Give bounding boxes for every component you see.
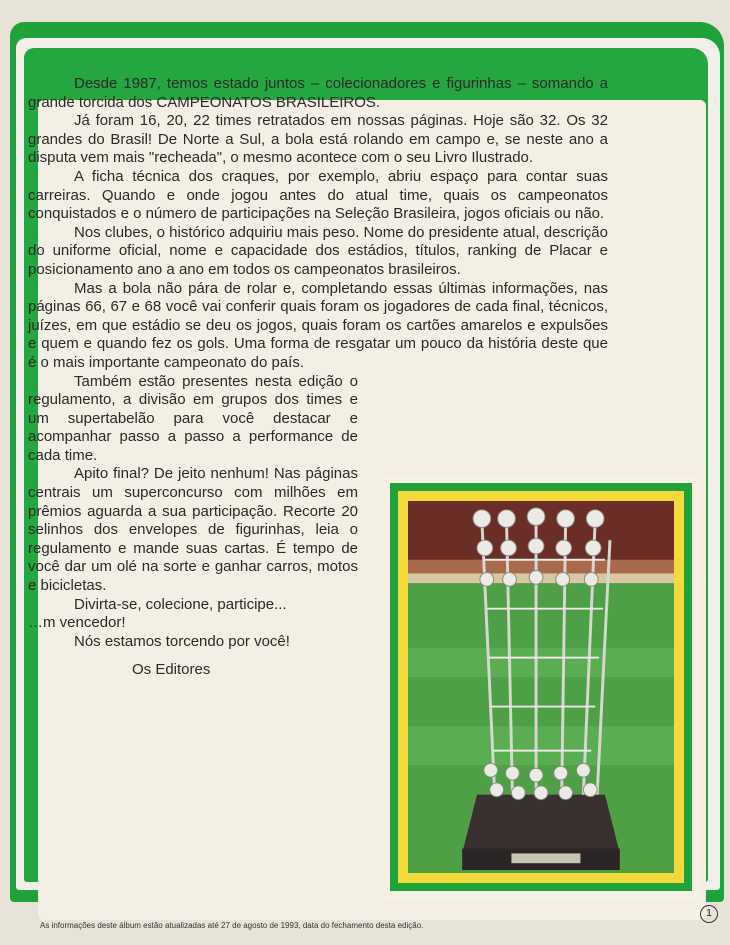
paragraph-9: Nós estamos torcendo por você! (74, 632, 290, 650)
paragraph-8: Divirta-se, colecione, participe... (74, 595, 287, 613)
paragraph-8-continuation: …m vencedor! (28, 614, 126, 632)
trophy-illustration (408, 501, 674, 873)
signature: Os Editores (132, 661, 211, 679)
paragraph-6: Também estão presentes nesta edição o regulamento, a divisão em grupos dos times e um supertabelão para você destacar e acompanhar passo a passo a performance de cada time. (28, 372, 358, 464)
trophy-photo (408, 501, 674, 873)
paragraph-7: Apito final? De jeito nenhum! Nas páginas centrais um superconcurso com milhões em prêmios aguarda a sua participação. Recorte 20 selinhos dos envelopes de figurinhas, leia o regulamento e mande suas cartas. É tempo de você dar um olé na sorte e ganhar carros, motos e bicicletas. (28, 465, 358, 595)
footer-note: As informações deste álbum estão atualizadas até 27 de agosto de 1993, data do fechamento desta edição. (40, 921, 424, 930)
photo-border (390, 483, 692, 891)
paragraph-2: Já foram 16, 20, 22 times retratados em nossas páginas. Hoje são 32. Os 32 grandes do Brasil! De Norte a Sul, a bola está rolando em campo e, se neste ano a disputa vem mais "recheada", o mesmo acontece com o seu Livro Ilustrado. (28, 112, 608, 167)
paragraph-5: Mas a bola não pára de rolar e, completando essas últimas informações, nas páginas 66, 67 e 68 você vai conferir quais foram os jogadores de cada final, técnicos, juízes, em que estádio se deu os jogos, quais foram os cartões amarelos e expulsões e quem e quando fez os gols. Uma forma de resgatar um pouco da história deste que é o mais importante campeonato do país. (28, 279, 608, 371)
paragraph-4: Nos clubes, o histórico adquiriu mais peso. Nome do presidente atual, descrição do uniforme oficial, nome e capacidade dos estádios, títulos, ranking de Placar e posicionamento ano a ano em todos os campeonatos brasileiros. (28, 223, 608, 278)
page-number: 1 (700, 905, 718, 923)
paragraph-1: Desde 1987, temos estado juntos – colecionadores e figurinhas – somando a grande torcida dos CAMPEONATOS BRASILEIROS. (28, 75, 608, 111)
trophy-photo-card (382, 475, 700, 899)
paragraph-3: A ficha técnica dos craques, por exemplo, abriu espaço para contar suas carreiras. Quando e onde jogou antes do atual time, quais os campeonatos conquistados e o número de participações na Seleção Brasileira, jogos oficiais ou não. (28, 167, 608, 223)
